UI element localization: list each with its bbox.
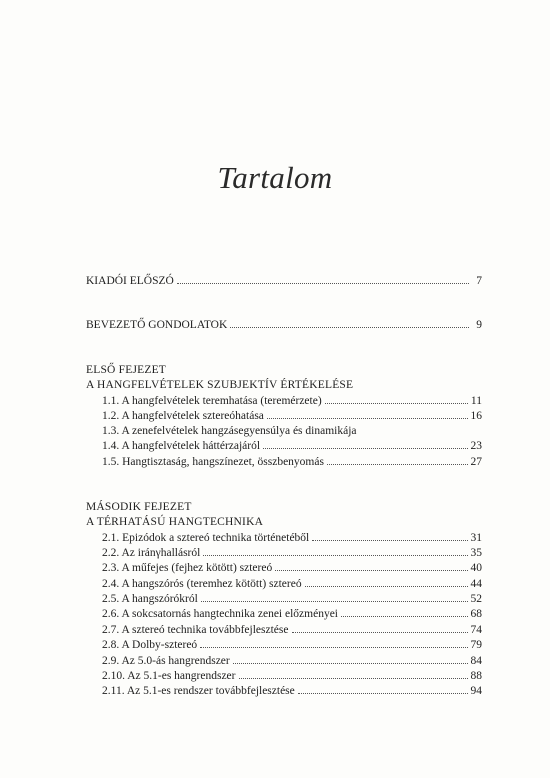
toc-item xyxy=(102,439,482,453)
dot-leader xyxy=(263,439,467,449)
toc-item-label: 2.7. A sztereó technika továbbfejlesztése xyxy=(102,624,289,636)
toc-item-page: 23 xyxy=(470,440,482,452)
toc-item xyxy=(102,607,482,621)
toc-item-label: 2.8. A Dolby-sztereó xyxy=(102,639,198,651)
dot-leader xyxy=(312,531,467,541)
toc-entry-page: 7 xyxy=(476,275,482,287)
toc-item-page: 52 xyxy=(470,593,482,605)
chapter-subtitle: A HANGFELVÉTELEK SZUBJEKTÍV ÉRTÉKELÉSE xyxy=(86,379,354,391)
dot-leader xyxy=(341,607,468,617)
toc-item xyxy=(102,561,482,575)
toc-item-label: 1.2. A hangfelvételek sztereóhatása xyxy=(102,410,264,422)
toc-item xyxy=(102,654,482,668)
toc-item-page: 79 xyxy=(470,639,482,651)
toc-item-label: 2.10. Az 5.1-es hangrendszer xyxy=(102,670,236,682)
toc-item-page: 11 xyxy=(470,395,482,407)
toc-item-label: 2.6. A sokcsatornás hangtechnika zenei előzményei xyxy=(102,608,338,620)
toc-item-label: 1.5. Hangtisztaság, hangszínezet, összbenyomás xyxy=(102,456,324,468)
toc-item xyxy=(102,638,482,652)
toc-item-label: 1.3. A zenefelvételek hangzásegyensúlya és dinamikája xyxy=(102,425,357,437)
toc-item-page: 35 xyxy=(470,547,482,559)
dot-leader xyxy=(275,561,467,571)
dot-leader xyxy=(233,654,468,664)
toc-item-page: 44 xyxy=(470,578,482,590)
dot-leader xyxy=(292,623,468,633)
toc-item xyxy=(102,684,482,698)
toc-item-label: 2.3. A műfejes (fejhez kötött) sztereó xyxy=(102,562,273,574)
toc-item xyxy=(102,669,482,683)
toc-item-page: 68 xyxy=(470,608,482,620)
page-title: Tartalom xyxy=(217,160,333,195)
toc-item xyxy=(102,409,482,423)
dot-leader xyxy=(201,592,468,602)
dot-leader xyxy=(327,455,468,465)
toc-item xyxy=(102,592,482,606)
toc-item-label: 2.2. Az iránγhallásról xyxy=(102,547,201,559)
toc-entry xyxy=(86,318,482,332)
toc-item-label: 2.5. A hangszórókról xyxy=(102,593,198,605)
toc-item-page: 74 xyxy=(470,624,482,636)
toc-item xyxy=(102,577,482,591)
toc-item-label: 2.9. Az 5.0-ás hangrendszer xyxy=(102,655,230,667)
dot-leader xyxy=(177,274,469,284)
toc-item xyxy=(102,623,482,637)
toc-item xyxy=(102,531,482,545)
toc-entry-page: 9 xyxy=(476,319,482,331)
dot-leader xyxy=(325,394,468,404)
toc-item-label: 1.4. A hangfelvételek háttérzajáról xyxy=(102,440,261,452)
toc-item-page: 88 xyxy=(470,670,482,682)
toc-entry-label: KIADÓI ELŐSZÓ xyxy=(86,275,174,287)
dot-leader xyxy=(203,546,467,556)
chapter-heading: ELSŐ FEJEZET xyxy=(86,364,167,376)
dot-leader xyxy=(239,669,468,679)
toc-item xyxy=(102,546,482,560)
toc-item-page: 31 xyxy=(470,532,482,544)
toc-item xyxy=(102,455,482,469)
toc-item xyxy=(102,394,482,408)
toc-item-label: 2.11. Az 5.1-es rendszer továbbfejlesztése xyxy=(102,685,295,697)
dot-leader xyxy=(230,318,469,328)
dot-leader xyxy=(305,577,468,587)
toc-entry-label: BEVEZETŐ GONDOLATOK xyxy=(86,319,228,331)
toc-item-label: 2.4. A hangszórós (teremhez kötött) sztereó xyxy=(102,578,302,590)
toc-item-page: 84 xyxy=(470,655,482,667)
dot-leader xyxy=(298,684,468,694)
chapter-heading: MÁSODIK FEJEZET xyxy=(86,501,192,513)
chapter-subtitle: A TÉRHATÁSÚ HANGTECHNIKA xyxy=(86,516,264,528)
toc-item-page: 40 xyxy=(470,562,482,574)
toc-item-label: 1.1. A hangfelvételek teremhatása (teremérzete) xyxy=(102,395,322,407)
toc-item xyxy=(102,424,482,438)
dot-leader xyxy=(200,638,467,648)
toc-item-page: 27 xyxy=(470,456,482,468)
toc-entry xyxy=(86,274,482,288)
toc-item-page: 94 xyxy=(470,685,482,697)
toc-item-label: 2.1. Epizódok a sztereó technika történetéből xyxy=(102,532,310,544)
dot-leader xyxy=(267,409,468,419)
toc-item-page: 16 xyxy=(470,410,482,422)
